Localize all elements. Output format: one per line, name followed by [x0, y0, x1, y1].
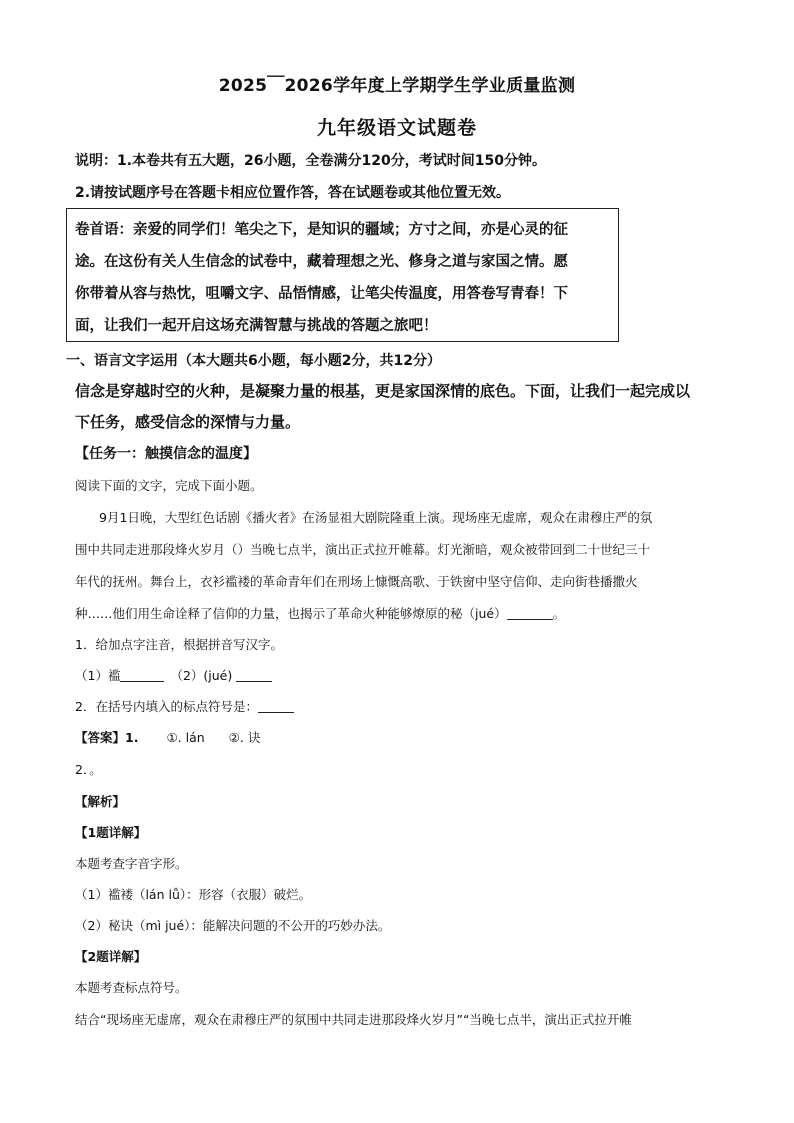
passage-line: 年代的抚州。舞台上，衣衫褴褛的革命青年们在刑场上慷慨高歌、于铁窗中坚守信仰、走向街巷播撒火	[75, 574, 638, 589]
preface-line: 面，让我们一起开启这场充满智慧与挑战的答题之旅吧！	[75, 318, 438, 334]
question-1: 1．给加点字注音，根据拼音写汉字。	[75, 637, 283, 652]
question-1-parts	[75, 666, 272, 684]
exam-title: 2025￣2026学年度上学期学生学业质量监测	[218, 76, 576, 96]
passage-line-last	[75, 604, 565, 622]
passage-line: 围中共同走进那段烽火岁月（）当晚七点半，演出正式拉开帷幕。灯光渐暗，观众被带回到二十世纪三十	[75, 542, 651, 557]
answer-1: ①. lán	[166, 730, 205, 745]
answer-2: ②. 诀	[228, 730, 261, 745]
question-2-line	[75, 697, 294, 715]
detail-2-line: 结合“现场座无虚席，观众在肃穆庄严的氛围中共同走进那段烽火岁月”“当晚七点半，演出正式拉开帷	[75, 1012, 632, 1027]
analysis-label: 【解析】	[75, 794, 126, 809]
passage-end: 。	[552, 606, 566, 621]
answer-blank	[236, 669, 272, 682]
task-heading: 【任务一：触摸信念的温度】	[75, 446, 257, 462]
exam-subtitle: 九年级语文试题卷	[316, 117, 477, 139]
passage-text: 种……他们用生命诠释了信仰的力量，也揭示了革命火种能够燎原的秘（jué）	[75, 606, 507, 621]
section-intro-line: 信念是穿越时空的火种，是凝聚力量的根基，更是家国深情的底色。下面，让我们一起完成以	[75, 382, 691, 400]
preface-line: 卷首语：亲爱的同学们！笔尖之下，是知识的疆域；方寸之间，亦是心灵的征	[75, 222, 568, 238]
answer-blank	[120, 669, 164, 682]
section-heading: 一、语言文字运用（本大题共6小题，每小题2分，共12分）	[66, 353, 441, 369]
instructions-line-1: 说明：1.本卷共有五大题，26小题，全卷满分120分，考试时间150分钟。	[75, 153, 546, 169]
question-1-sub-a: （1）褴	[75, 668, 121, 683]
detail-1-label: 【1题详解】	[75, 825, 147, 840]
section-intro-line: 下任务，感受信念的深情与力量。	[75, 413, 301, 431]
detail-1-text: 本题考查字音字形。	[75, 856, 188, 871]
detail-1-item: （2）秘诀（mì jué）：能解决问题的不公开的巧妙办法。	[75, 918, 391, 933]
detail-2-label: 【2题详解】	[75, 949, 147, 964]
passage-line: 9月1日晚，大型红色话剧《播火者》在汤显祖大剧院隆重上演。现场座无虚席，观众在肃穆庄严的氛	[99, 510, 653, 525]
preface-box	[66, 208, 619, 342]
answer-blank	[507, 607, 553, 620]
detail-1-item: （1）褴褛（lán lǚ）：形容（衣服）破烂。	[75, 887, 312, 902]
detail-2-text: 本题考查标点符号。	[75, 980, 188, 995]
answer-label: 【答案】1.	[75, 730, 139, 745]
instructions-line-2: 2.请按试题序号在答题卡相应位置作答，答在试题卷或其他位置无效。	[75, 185, 511, 201]
question-1-sub-b: （2）(jué)	[170, 668, 233, 683]
question-2: 2．在括号内填入的标点符号是：	[75, 699, 258, 714]
preface-line: 你带着从容与热忱，咀嚼文字、品悟情感，让笔尖传温度，用答卷写青春！下	[75, 286, 568, 302]
read-instruction: 阅读下面的文字，完成下面小题。	[75, 478, 263, 493]
preface-line: 途。在这份有关人生信念的试卷中，藏着理想之光、修身之道与家国之情。愿	[75, 254, 568, 270]
answer-blank	[258, 700, 294, 713]
answer-line	[75, 728, 260, 746]
answer-q2: 2．。	[75, 762, 102, 777]
